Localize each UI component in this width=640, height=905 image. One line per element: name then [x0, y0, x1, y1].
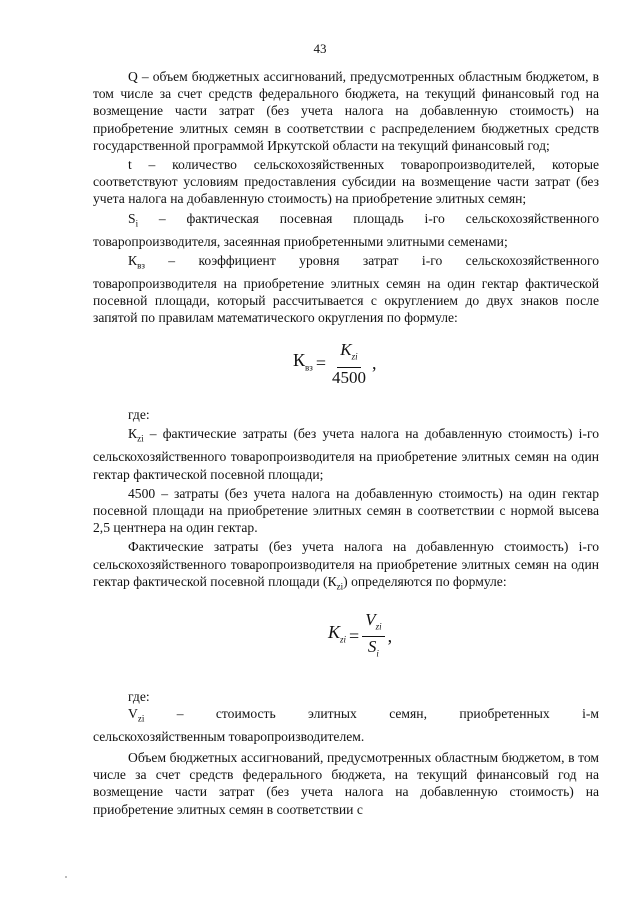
- formula-kzi-lhs: $K_{zi}$: [328, 622, 347, 645]
- where-label-1: где:: [128, 407, 150, 423]
- formula-kzi-equals: =: [349, 626, 360, 647]
- formula-kzi: [93, 602, 599, 674]
- formula-kvz-comma: ,: [371, 353, 377, 374]
- formula-kvz-lhs: $К_{вз}$: [293, 349, 313, 373]
- paragraph-kzi-definition: $К_{zi}$ – фактические затраты (без учета налога на добавленную стоимость) i-го сельскохозяйственного товаропроизводителя на приобретение элитных семян на один гектар фактической посевной площади;: [93, 426, 599, 482]
- paragraph-budget-volume: Объем бюджетных ассигнований, предусмотренных областным бюджетом, в том числе за счет средств федерального бюджета, на текущий финансовый год на возмещение части затрат (без учета налога на добавленную стоимость) на приобретение элитных семян в соответствии с: [93, 750, 599, 817]
- vzi-word-5: i-м: [582, 705, 599, 721]
- vzi-word-3: семян,: [389, 705, 427, 721]
- formula-kzi-comma: ,: [387, 626, 393, 647]
- paragraph-kvz-text: – коэффициент уровня затрат i-го сельскохозяйственного товаропроизводителя на приобретение элитных семян на один гектар фактической посевной площади, который рассчитывается с округлением до двух знаков после запятой по правилам математического округления по формуле:: [93, 252, 599, 326]
- paragraph-actual-costs: Фактические затраты (без учета налога на добавленную стоимость) i-го сельскохозяйственного товаропроизводителя на приобретение элитных семян на один гектар фактической посевной площади $(К_{zi})$ определяются по формуле:: [93, 539, 599, 592]
- paragraph-4500-definition: 4500 – затраты (без учета налога на добавленную стоимость) на один гектар посевной площади на приобретение элитных семян в соответствии с нормой высева 2,5 центнера на один гектар.: [93, 485, 599, 536]
- scan-mark: [65, 876, 67, 878]
- formula-kzi-denominator: $S_i$: [367, 637, 379, 659]
- document-body: [93, 68, 599, 818]
- symbol-k: К: [128, 252, 138, 268]
- formula-kvz-fraction: [329, 340, 369, 387]
- formula-kvz: [93, 330, 599, 394]
- vzi-symbol: $V_{zi}$: [128, 705, 145, 724]
- paragraph-q-definition: Q – объем бюджетных ассигнований, предусмотренных областным бюджетом, в том числе за счет средств федерального бюджета, на текущий финансовый год на возмещение части затрат (без учета налога на добавленную стоимость) на приобретение элитных семян в соответствии с распределением бюджетных средств государственной программой Иркутской области на текущий финансовый год;: [93, 69, 599, 153]
- paragraph-kvz-definition: [93, 252, 599, 327]
- paragraph-si-text: – фактическая посевная площадь i-го сельскохозяйственного товаропроизводителя, засеянная приобретенными элитными семенами;: [93, 210, 599, 249]
- vzi-dash: –: [176, 705, 184, 721]
- paragraph-vzi-line1: [93, 705, 599, 728]
- page-number: 43: [313, 41, 327, 56]
- vzi-word-4: приобретенных: [459, 705, 550, 721]
- where-label-2: где:: [128, 688, 150, 704]
- paragraph-si-definition: [93, 210, 599, 250]
- symbol-k-subscript: вз: [137, 260, 145, 271]
- formula-kvz-numerator: $K_{zi}$: [337, 340, 360, 367]
- formula-kzi-numerator: $V_{zi}$: [362, 610, 384, 637]
- paragraph-vzi-line2: сельскохозяйственным товаропроизводителем.: [93, 728, 365, 744]
- paragraph-t-definition: t – количество сельскохозяйственных товаропроизводителей, которые соответствуют условиям предоставления субсидии на возмещение части затрат (без учета налога на добавленную стоимость) на приобретение элитных семян;: [93, 157, 599, 207]
- symbol-s-subscript: i: [135, 218, 139, 229]
- formula-kvz-equals: =: [315, 353, 326, 374]
- formula-kzi-fraction: [362, 610, 384, 664]
- vzi-word-2: элитных: [308, 705, 357, 721]
- vzi-word-1: стоимость: [215, 705, 276, 721]
- symbol-s: S: [128, 210, 136, 226]
- formula-kvz-denominator: 4500: [331, 367, 366, 387]
